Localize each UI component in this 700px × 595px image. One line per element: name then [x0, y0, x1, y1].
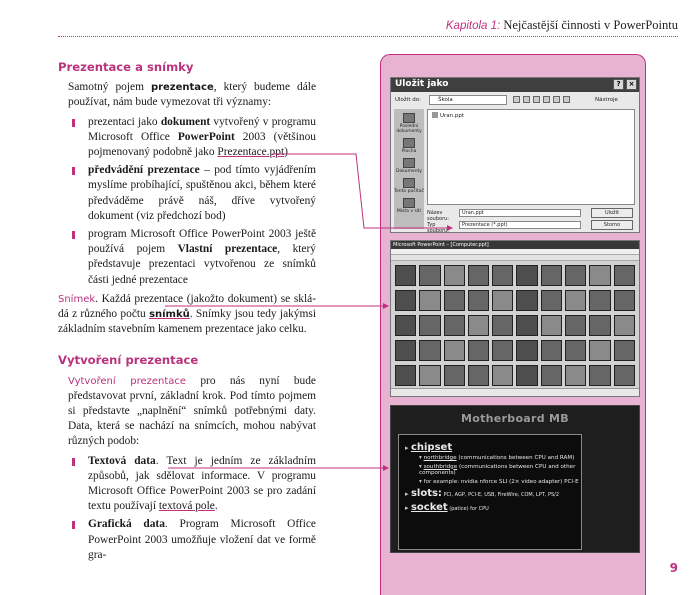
slide-thumbnail: [468, 365, 489, 386]
slide-bullet-example: ▾ for example: nvidia nforce SLI (2× video adapter) PCI-E: [419, 479, 581, 486]
slide-thumbnail: [614, 290, 635, 311]
slide-thumbnail: [516, 365, 537, 386]
place-desktop: Plocha: [402, 138, 417, 154]
filename-input[interactable]: Uran.ppt: [459, 209, 581, 217]
sorter-titlebar: Microsoft PowerPoint – [Computer.ppt]: [391, 241, 639, 249]
documents-icon: [403, 158, 415, 168]
page-number: 9: [669, 561, 678, 575]
slide-bullet-northbridge: ▾ northbridge (communications between CPU and RAM): [419, 455, 581, 462]
place-network: Místa v síti: [397, 198, 421, 214]
slides-reference: snímků: [149, 309, 190, 321]
slide-thumbnail: [419, 265, 440, 286]
slide-thumbnail: [468, 340, 489, 361]
intro-paragraph: Samotný pojem prezentace, který budeme dále používat, nám bude vymezovat tři významy:: [68, 81, 316, 109]
slide-thumbnail: [565, 290, 586, 311]
slide-thumbnail: [444, 340, 465, 361]
slide-thumbnail: [565, 365, 586, 386]
slide-thumbnail: [589, 315, 610, 336]
slide-thumbnail: [444, 265, 465, 286]
slide-thumbnail: [589, 265, 610, 286]
slide-thumbnail-grid: [395, 265, 635, 386]
sorter-toolbar: [391, 255, 639, 261]
slide-bullet-southbridge: ▾ southbridge (communications between CPU and other components): [419, 464, 581, 477]
tools-menu[interactable]: Nástroje: [595, 97, 618, 103]
slide-thumbnail: [419, 340, 440, 361]
dialog-toolbar-icons: [513, 96, 570, 103]
filetype-select[interactable]: Prezentace (*.ppt): [459, 221, 581, 229]
slide-thumbnail: [565, 315, 586, 336]
recent-icon: [403, 113, 415, 123]
slides-paragraph: Snímek. Každá prezentace (jakožto dokument) se skládá z různého počtu snímků. Snímky jsou tedy jakýmsi základním stavebním kamenem prezentace jako celku.: [58, 292, 316, 336]
place-computer: Tento počítač: [394, 178, 424, 194]
place-documents: Dokumenty: [396, 158, 422, 174]
heading-creation: Vytvoření prezentace: [58, 353, 199, 368]
heading-presentations: Prezentace a snímky: [58, 60, 194, 74]
dialog-title: Uložit jako: [395, 79, 449, 89]
slide-screenshot: [390, 405, 640, 553]
save-button[interactable]: Uložit: [591, 208, 633, 218]
meanings-list: [68, 115, 316, 288]
slide-thumbnail: [395, 315, 416, 336]
running-header: [446, 18, 678, 33]
slide-thumbnail: [565, 340, 586, 361]
header-rule: [58, 36, 678, 37]
list-item: Textová data. Text je jedním ze základním způsobů, jak sdělovat informace. V programu Microsoft Office PowerPoint 2003 se pro zadání textu používají textová pole.: [68, 454, 316, 515]
slide-thumbnail: [614, 265, 635, 286]
text-column: [58, 60, 316, 567]
slide-thumbnail: [589, 365, 610, 386]
slide-thumbnail: [541, 265, 562, 286]
slide-thumbnail: [492, 315, 513, 336]
textbox-reference: textová pole: [158, 500, 215, 513]
slide-thumbnail: [614, 365, 635, 386]
slide-thumbnail: [444, 290, 465, 311]
slide-sorter-screenshot: [390, 240, 640, 397]
slide-thumbnail: [541, 290, 562, 311]
save-as-dialog-screenshot: Uložit jako ? × Uložit do: Škola Nástroje Poslední dokumenty Plocha Dokumenty Tento počítač Místa v síti Uran.ppt Název souboru: Uran.ppt Uložit Typ souboru: Prezentace (*.ppt) Storno: [390, 77, 640, 233]
slide-thumbnail: [419, 365, 440, 386]
slide-thumbnail: [492, 290, 513, 311]
cancel-button[interactable]: Storno: [591, 220, 633, 230]
dialog-titlebar: [391, 78, 639, 92]
slide-thumbnail: [468, 315, 489, 336]
slide-thumbnail: [614, 340, 635, 361]
file-list: [427, 109, 635, 205]
slide-thumbnail: [492, 265, 513, 286]
data-types-list: [68, 454, 316, 563]
slide-thumbnail: [395, 340, 416, 361]
place-recent: Poslední dokumenty: [394, 113, 424, 134]
slide-thumbnail: [516, 315, 537, 336]
network-icon: [403, 198, 415, 208]
close-icon: ×: [626, 79, 637, 90]
slide-bullet-chipset: ▸ chipset: [405, 442, 581, 453]
list-item: Grafická data. Program Microsoft Office PowerPoint 2003 umožňuje vložení dat ve formě gra-: [68, 517, 316, 563]
slide-thumbnail: [541, 315, 562, 336]
slide-bullet-socket: ▸ socket (patice) for CPU: [405, 502, 581, 513]
slide-thumbnail: [565, 265, 586, 286]
computer-icon: [403, 178, 415, 188]
chapter-title: Nejčastější činnosti v PowerPointu: [503, 18, 678, 32]
sorter-statusbar: [391, 388, 639, 396]
chapter-label: Kapitola 1:: [445, 20, 501, 32]
slide-thumbnail: [444, 315, 465, 336]
slide-thumbnail: [614, 315, 635, 336]
slide-thumbnail: [468, 290, 489, 311]
slide-thumbnail: [395, 365, 416, 386]
slide-thumbnail: [444, 365, 465, 386]
filename-reference: Prezentace.ppt: [217, 146, 285, 159]
slide-thumbnail: [589, 340, 610, 361]
file-item: Uran.ppt: [432, 113, 464, 119]
slide-thumbnail: [516, 265, 537, 286]
list-item: předvádění prezentace – pod tímto vyjádřením myslíme probíhající, spuštěnou akci, během které předváděme právě náš, dříve vytvořený dokument (viz předchozí bod): [68, 163, 316, 224]
slide-title: Motherboard MB: [461, 412, 569, 425]
places-bar: [394, 109, 424, 229]
desktop-icon: [403, 138, 415, 148]
slide-thumbnail: [468, 265, 489, 286]
creation-paragraph: Vytvoření prezentace pro nás nyní bude představovat první, základní krok. Pod tímto pojmem si představte „naplnění“ snímků potřebnými daty. Data, která se nachází na snímcích, mohou nabývat různých podob:: [68, 374, 316, 448]
slide-thumbnail: [419, 315, 440, 336]
slide-thumbnail: [541, 365, 562, 386]
slide-bullet-slots: ▸ slots: PCI, AGP, PCI-E, USB, FireWire, COM, LPT, PS/2: [405, 488, 581, 499]
slide-thumbnail: [516, 290, 537, 311]
save-in-row: Uložit do: Škola Nástroje: [395, 97, 618, 103]
list-item: prezentaci jako dokument vytvořený v programu Microsoft Office PowerPoint 2003 (většinou pojmenovaný podobně jako Prezentace.ppt): [68, 115, 316, 161]
slide-thumbnail: [419, 290, 440, 311]
slide-thumbnail: [589, 290, 610, 311]
slide-thumbnail: [395, 290, 416, 311]
slide-thumbnail: [492, 365, 513, 386]
list-item: program Microsoft Office PowerPoint 2003 ještě používá pojem Vlastní prezentace, který představuje prezentaci vytvořenou ze snímků části jedné prezentace: [68, 227, 316, 288]
slide-thumbnail: [492, 340, 513, 361]
slide-thumbnail: [395, 265, 416, 286]
slide-textbox[interactable]: [398, 434, 582, 550]
help-icon: ?: [613, 79, 624, 90]
slide-thumbnail: [516, 340, 537, 361]
slide-thumbnail: [541, 340, 562, 361]
folder-combo[interactable]: Škola: [429, 95, 507, 105]
